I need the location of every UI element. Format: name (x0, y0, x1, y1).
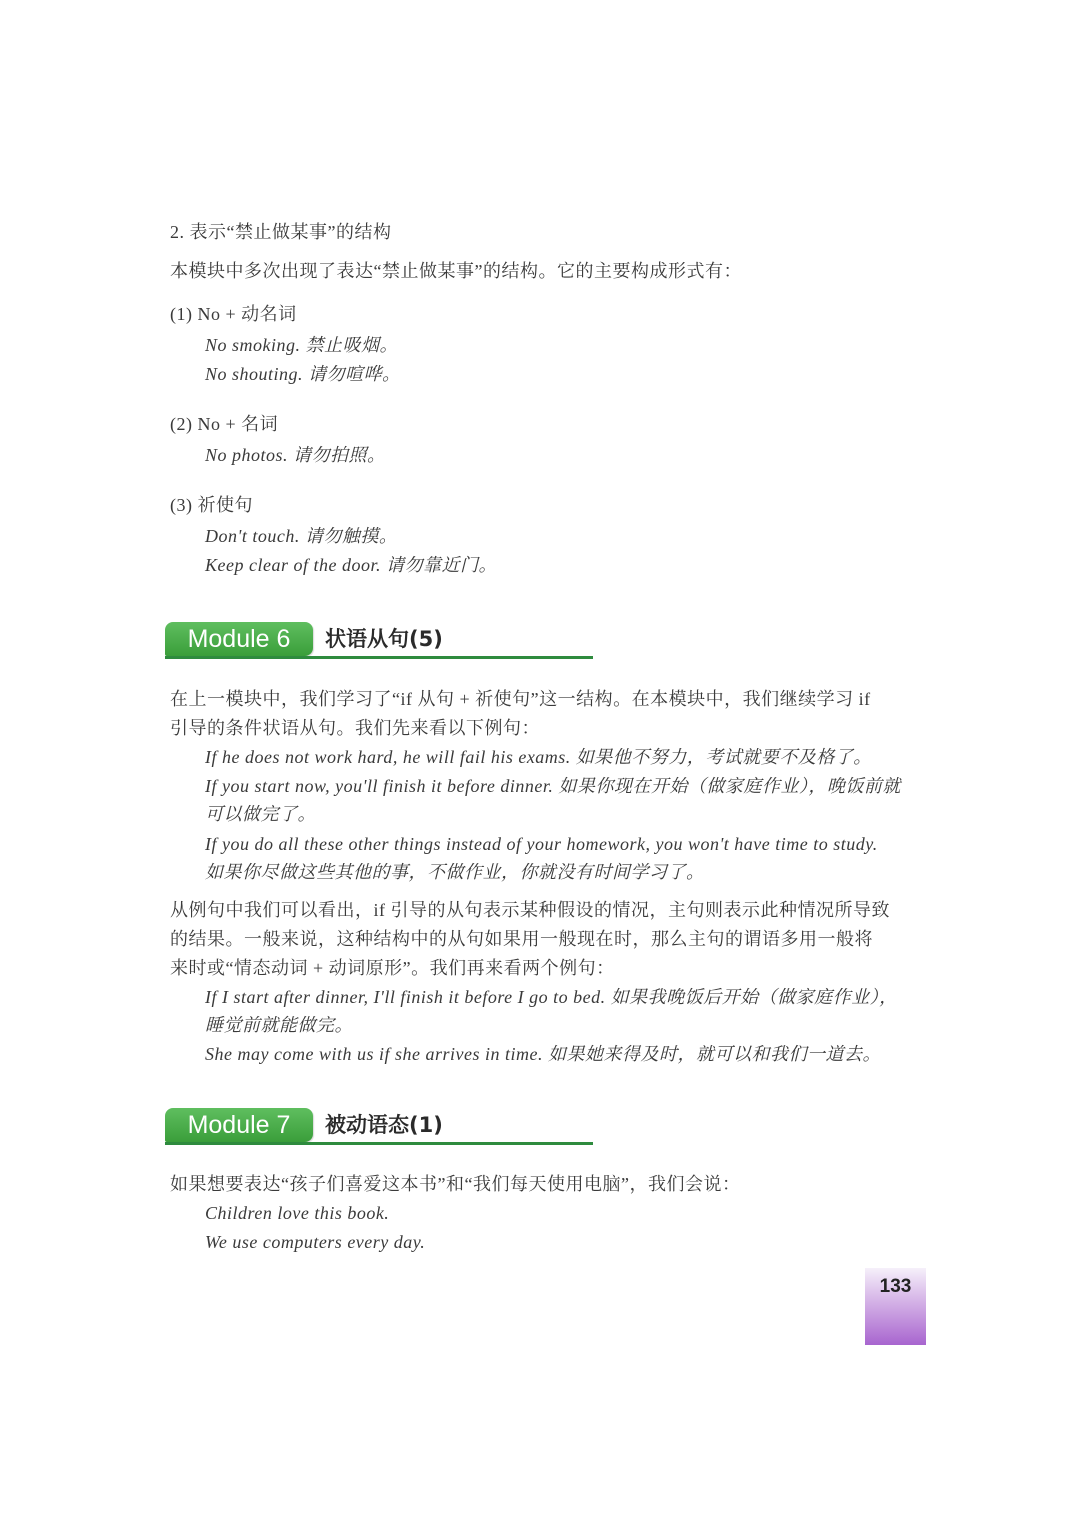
example-sentence: She may come with us if she arrives in time. 如果她来得及时，就可以和我们一道去。 (205, 1044, 881, 1064)
example-sentence: Keep clear of the door. 请勿靠近门。 (205, 555, 497, 575)
example-sentence: If you start now, you'll finish it before dinner. 如果你现在开始（做家庭作业），晚饭前就 (205, 776, 901, 796)
paragraph-line: 引导的条件状语从句。我们先来看以下例句： (170, 718, 540, 738)
example-sentence: 睡觉前就能做完。 (205, 1015, 353, 1035)
form-label: (2) No + 名词 (170, 414, 279, 434)
example-sentence: If I start after dinner, I'll finish it before I go to bed. 如果我晚饭后开始（做家庭作业）， (205, 987, 898, 1007)
module-6-title: 状语从句(5) (325, 627, 443, 651)
module-6-underline (165, 656, 593, 659)
page-number-tab (865, 1268, 926, 1345)
paragraph-line: 如果想要表达“孩子们喜爱这本书”和“我们每天使用电脑”，我们会说： (170, 1174, 741, 1194)
module-7-header (165, 1108, 595, 1148)
example-sentence: No shouting. 请勿喧哗。 (205, 364, 401, 384)
form-label: (3) 祈使句 (170, 495, 253, 515)
section-heading: 2. 表示“禁止做某事”的结构 (170, 222, 392, 242)
module-6-header (165, 622, 595, 662)
module-7-underline (165, 1142, 593, 1145)
example-sentence: If you do all these other things instead of your homework, you won't have time to study. (205, 834, 878, 854)
example-sentence: No smoking. 禁止吸烟。 (205, 335, 398, 355)
example-sentence: If he does not work hard, he will fail his exams. 如果他不努力，考试就要不及格了。 (205, 747, 872, 767)
example-sentence: No photos. 请勿拍照。 (205, 445, 386, 465)
example-sentence: 可以做完了。 (205, 804, 316, 824)
paragraph-line: 的结果。一般来说，这种结构中的从句如果用一般现在时，那么主句的谓语多用一般将 (170, 929, 873, 949)
page-number: 133 (879, 1276, 912, 1297)
module-6-tab: Module 6 (165, 622, 313, 656)
module-7-tab: Module 7 (165, 1108, 313, 1142)
example-sentence: 如果你尽做这些其他的事，不做作业，你就没有时间学习了。 (205, 862, 705, 882)
example-sentence: Don't touch. 请勿触摸。 (205, 526, 398, 546)
example-sentence: Children love this book. (205, 1203, 390, 1223)
paragraph-line: 在上一模块中，我们学习了“if 从句 + 祈使句”这一结构。在本模块中，我们继续学习 if (170, 689, 871, 709)
paragraph-line: 来时或“情态动词 + 动词原形”。我们再来看两个例句： (170, 958, 615, 978)
form-label: (1) No + 动名词 (170, 304, 297, 324)
paragraph-line: 从例句中我们可以看出，if 引导的从句表示某种假设的情况，主句则表示此种情况所导致 (170, 900, 890, 920)
example-sentence: We use computers every day. (205, 1232, 426, 1252)
module-7-title: 被动语态(1) (325, 1113, 443, 1137)
section-intro: 本模块中多次出现了表达“禁止做某事”的结构。它的主要构成形式有： (170, 261, 742, 281)
